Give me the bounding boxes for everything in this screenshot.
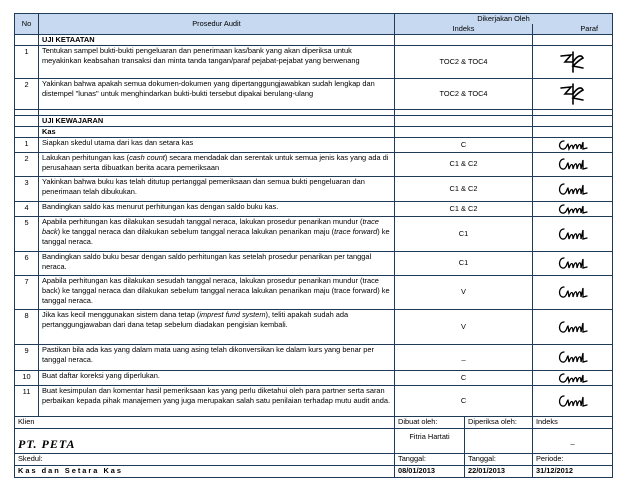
index-cell: V bbox=[395, 309, 533, 344]
period-date: 31/12/2012 bbox=[533, 465, 613, 477]
procedure-text: Bandingkan saldo buku besar dengan saldo perhitungan kas setelah prosedur penarikan per tanggal neraca. bbox=[39, 251, 395, 275]
tanggal-label: Tanggal: bbox=[465, 453, 533, 465]
table-row bbox=[15, 78, 613, 109]
periode-label: Periode: bbox=[533, 453, 613, 465]
table-row bbox=[15, 370, 613, 385]
footer-label-row bbox=[15, 416, 613, 428]
section-row bbox=[15, 115, 613, 126]
table-row bbox=[15, 176, 613, 201]
section-row bbox=[15, 126, 613, 137]
index-cell: TOC2 & TOC4 bbox=[395, 45, 533, 78]
dibuat-label: Dibuat oleh: bbox=[395, 416, 465, 428]
signature-1 bbox=[533, 45, 613, 78]
procedure-text: Apabila perhitungan kas dilakukan sesudah tanggal neraca, lakukan prosedur penarikan mundur (trace back) ke tanggal neraca dan dilakukan sebelum tanggal neraca lakukan penarikan maju (trace forward) ke tanggal neraca. bbox=[39, 275, 395, 309]
prepared-by-name: Fitria Hartati bbox=[395, 428, 465, 453]
section-uji-ketaatan: UJI KETAATAN bbox=[39, 34, 395, 45]
table-header-row bbox=[15, 14, 613, 24]
signature-2 bbox=[533, 251, 613, 275]
section-uji-kewajaran: UJI KEWAJARAN bbox=[39, 115, 395, 126]
tanggal-label: Tanggal: bbox=[395, 453, 465, 465]
index-cell: C1 & C2 bbox=[395, 201, 533, 216]
procedure-text: Siapkan skedul utama dari kas dan setara kas bbox=[39, 137, 395, 152]
footer-value-row bbox=[15, 465, 613, 477]
table-row bbox=[15, 152, 613, 176]
procedure-text: Yakinkan bahwa buku kas telah ditutup pertanggal pemeriksaan dan semua bukti pengeluaran dan penerimaan telah dibukukan. bbox=[39, 176, 395, 201]
row-number: 1 bbox=[15, 137, 39, 152]
section-kas: Kas bbox=[39, 126, 395, 137]
procedure-text: Buat daftar koreksi yang diperlukan. bbox=[39, 370, 395, 385]
signature-2 bbox=[533, 344, 613, 370]
row-number: 5 bbox=[15, 216, 39, 251]
row-number: 6 bbox=[15, 251, 39, 275]
index-cell: C bbox=[395, 385, 533, 416]
skedul-label: Skedul: bbox=[15, 453, 395, 465]
signature-2 bbox=[533, 309, 613, 344]
procedure-text: Buat kesimpulan dan komentar hasil pemeriksaan kas yang perlu diketahui oleh para partner serta saran perbaikan kepada pihak manajemen yang juga merupakan salah satu penilaian terhadap mutu audit anda. bbox=[39, 385, 395, 416]
procedure-text: Tentukan sampel bukti-bukti pengeluaran dan penerimaan kas/bank yang akan diperiksa untuk meyakinkan keabsahan transaksi dan minta tanda tangan/paraf pejabat-pejabat yang berwenang bbox=[39, 45, 395, 78]
procedure-text: Lakukan perhitungan kas (cash count) secara mendadak dan serentak untuk semua jenis kas yang ada di perusahaan serta dibuatkan berita acara pemeriksaan bbox=[39, 152, 395, 176]
prepared-date: 08/01/2013 bbox=[395, 465, 465, 477]
signature-2 bbox=[533, 137, 613, 152]
header-prosedur: Prosedur Audit bbox=[39, 14, 395, 35]
header-no: No bbox=[15, 14, 39, 35]
reviewed-by-name bbox=[465, 428, 533, 453]
table-row bbox=[15, 45, 613, 78]
signature-2 bbox=[533, 370, 613, 385]
audit-procedure-table bbox=[14, 13, 613, 478]
table-row bbox=[15, 309, 613, 344]
procedure-text: Pastikan bila ada kas yang dalam mata uang asing telah dikonversikan ke dalam kurs yang benar per tanggal neraca. bbox=[39, 344, 395, 370]
index-cell: C1 bbox=[395, 216, 533, 251]
procedure-text: Apabila perhitungan kas dilakukan sesudah tanggal neraca, lakukan prosedur penarikan mundur (trace back) ke tanggal neraca dan dilakukan sebelum tanggal neraca lakukan penarikan maju (trace forward) ke tanggal neraca. bbox=[39, 216, 395, 251]
signature-2 bbox=[533, 385, 613, 416]
signature-1 bbox=[533, 78, 613, 109]
row-number: 1 bbox=[15, 45, 39, 78]
row-number: 2 bbox=[15, 78, 39, 109]
signature-2 bbox=[533, 152, 613, 176]
diperiksa-label: Diperiksa oleh: bbox=[465, 416, 533, 428]
row-number: 8 bbox=[15, 309, 39, 344]
footer-index-value: _ bbox=[533, 428, 613, 453]
index-cell: C1 bbox=[395, 251, 533, 275]
footer-label-row bbox=[15, 453, 613, 465]
index-cell: C1 & C2 bbox=[395, 152, 533, 176]
section-row bbox=[15, 34, 613, 45]
table-row bbox=[15, 275, 613, 309]
signature-2 bbox=[533, 275, 613, 309]
row-number: 2 bbox=[15, 152, 39, 176]
procedure-text: Bandingkan saldo kas menurut perhitungan kas dengan saldo buku kas. bbox=[39, 201, 395, 216]
table-row bbox=[15, 137, 613, 152]
signature-2 bbox=[533, 176, 613, 201]
row-number: 10 bbox=[15, 370, 39, 385]
table-row bbox=[15, 344, 613, 370]
index-cell: TOC2 & TOC4 bbox=[395, 78, 533, 109]
index-cell: C1 & C2 bbox=[395, 176, 533, 201]
klien-label: Klien bbox=[15, 416, 395, 428]
signature-2 bbox=[533, 216, 613, 251]
table-row bbox=[15, 251, 613, 275]
index-cell: V bbox=[395, 275, 533, 309]
header-indeks: Indeks bbox=[395, 24, 533, 34]
signature-2 bbox=[533, 201, 613, 216]
row-number: 7 bbox=[15, 275, 39, 309]
table-row bbox=[15, 385, 613, 416]
row-number: 3 bbox=[15, 176, 39, 201]
procedure-text: Jika kas kecil menggunakan sistem dana tetap (imprest fund system), teliti apakah sudah ada pertanggungjawaban dari dana tetap sebelum diadakan pengisian kembali. bbox=[39, 309, 395, 344]
reviewed-date: 22/01/2013 bbox=[465, 465, 533, 477]
table-row bbox=[15, 216, 613, 251]
procedure-text: Yakinkan bahwa apakah semua dokumen-dokumen yang dipertanggungjawabkan sudah lengkap dan distempel "lunas" untuk menghindarkan bukti-bukti tersebut dipakai berulang-ulang bbox=[39, 78, 395, 109]
header-paraf: Paraf bbox=[533, 24, 613, 34]
schedule-name: Kas dan Setara Kas bbox=[15, 465, 395, 477]
index-cell: C bbox=[395, 370, 533, 385]
table-row bbox=[15, 201, 613, 216]
index-cell: _ bbox=[395, 344, 533, 370]
header-dikerjakan: Dikerjakan Oleh bbox=[395, 14, 613, 24]
indeks-label: Indeks bbox=[533, 416, 613, 428]
footer-value-row bbox=[15, 428, 613, 453]
row-number: 4 bbox=[15, 201, 39, 216]
row-number: 9 bbox=[15, 344, 39, 370]
index-cell: C bbox=[395, 137, 533, 152]
client-name: PT. PETA bbox=[15, 428, 395, 453]
row-number: 11 bbox=[15, 385, 39, 416]
